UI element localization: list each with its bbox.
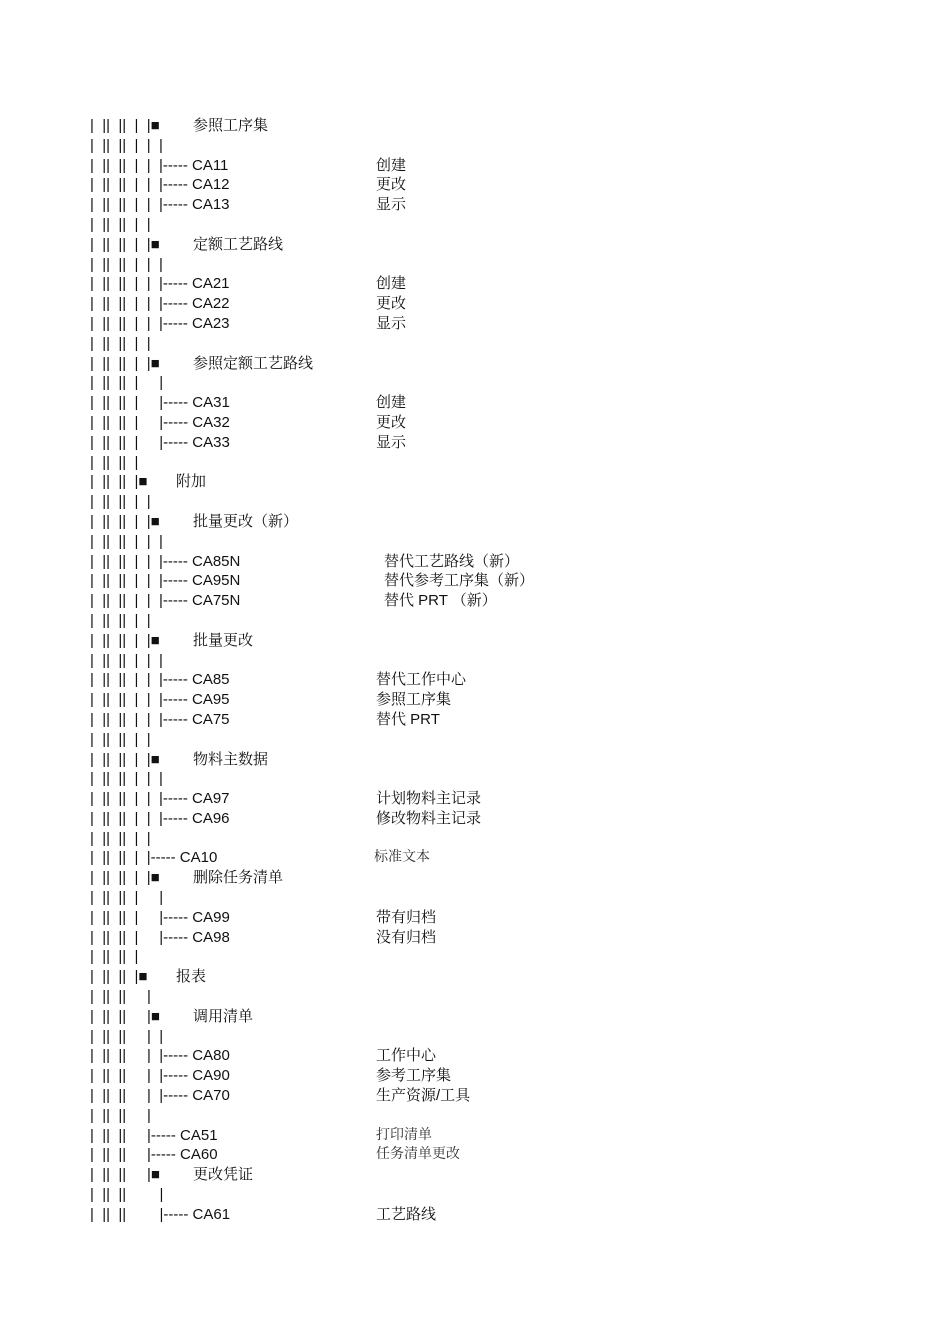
- tree-connector-row: [90, 453, 930, 473]
- tree-connector-row: [90, 492, 930, 512]
- tree-branch-text: | || || | | |----- CA75: [90, 710, 230, 728]
- tree-connector-row: [90, 136, 930, 156]
- transaction-description: 带有归档: [376, 908, 437, 926]
- tree-node: [90, 1165, 930, 1185]
- tree-branch-text: | || || | |: [90, 334, 151, 352]
- transaction-description: 生产资源/工具: [376, 1087, 471, 1105]
- tree-branch-text: | || || | | |----- CA12: [90, 176, 230, 194]
- tree-connector-row: [90, 532, 930, 552]
- node-label: 附加: [176, 473, 207, 491]
- tree-connector-row: [90, 611, 930, 631]
- tree-branch-text: | || || |----- CA60: [90, 1146, 218, 1164]
- transaction-description: 创建: [376, 275, 407, 293]
- transaction-description: 打印清单: [376, 1126, 432, 1143]
- tree-connector-row: [90, 769, 930, 789]
- transaction-description: 更改: [376, 176, 407, 194]
- tree-branch-text: | || || | | |----- CA21: [90, 275, 230, 293]
- tree-connector-row: [90, 829, 930, 849]
- tree-leaf: [90, 314, 930, 334]
- transaction-description: 计划物料主记录: [376, 790, 482, 808]
- transaction-description: 替代参考工序集（新）: [384, 572, 535, 590]
- tree-branch-text: | || || | | |: [90, 770, 163, 788]
- tree-leaf: [90, 433, 930, 453]
- tree-branch-text: | || || | |: [90, 493, 151, 511]
- tree-node: [90, 967, 930, 987]
- tree-branch-text: | || || | | |----- CA23: [90, 314, 230, 332]
- node-label: 删除任务清单: [193, 869, 284, 887]
- tree-leaf: [90, 156, 930, 176]
- tree-branch-text: | || || | |: [90, 611, 151, 629]
- tree-branch-text: | || || | | |----- CA11: [90, 156, 229, 174]
- tree-connector-row: [90, 651, 930, 671]
- tree-leaf: [90, 1145, 930, 1165]
- tree-branch-text: | || || |: [90, 1106, 151, 1124]
- tree-branch-text: | || || |■: [90, 968, 148, 986]
- tree-branch-text: | || || | |: [90, 374, 164, 392]
- transaction-description: 参考工序集: [376, 1067, 452, 1085]
- tree-branch-text: | || || | |----- CA33: [90, 433, 230, 451]
- tree-node: [90, 868, 930, 888]
- tree-node: [90, 116, 930, 136]
- tree-branch-text: | || || | |: [90, 889, 164, 907]
- tree-leaf: [90, 690, 930, 710]
- transaction-description: 更改: [376, 295, 407, 313]
- transaction-description: 创建: [376, 394, 407, 412]
- node-label: 定额工艺路线: [193, 235, 284, 253]
- tree-connector-row: [90, 947, 930, 967]
- node-label: 物料主数据: [193, 750, 269, 768]
- tree-branch-text: | || || |: [90, 948, 139, 966]
- tree-leaf: [90, 710, 930, 730]
- tree-branch-text: | || || | | |----- CA22: [90, 295, 230, 313]
- tree-branch-text: | || || | |■: [90, 354, 160, 372]
- tree-connector-row: [90, 255, 930, 275]
- tree-branch-text: | || || | | |----- CA96: [90, 809, 230, 827]
- tree-branch-text: | || || | |■: [90, 235, 160, 253]
- tree-branch-text: | || || | | |----- CA85: [90, 671, 230, 689]
- tree-node: [90, 235, 930, 255]
- node-label: 调用清单: [193, 1007, 254, 1025]
- tree-leaf: [90, 195, 930, 215]
- tree-branch-text: | || || | |: [90, 1027, 164, 1045]
- tree-branch-text: | || || | |----- CA31: [90, 394, 230, 412]
- node-label: 参照定额工艺路线: [193, 354, 314, 372]
- tree-branch-text: | || || |■: [90, 1007, 160, 1025]
- tree-connector-row: [90, 215, 930, 235]
- transaction-description: 显示: [376, 196, 407, 214]
- tree-branch-text: | || || | |----- CA70: [90, 1087, 230, 1105]
- tree-leaf: [90, 413, 930, 433]
- transaction-description: 工艺路线: [376, 1205, 437, 1223]
- tree-leaf: [90, 1205, 930, 1225]
- tree-leaf: [90, 393, 930, 413]
- menu-tree: [90, 116, 930, 1225]
- transaction-description: 替代 PRT: [376, 710, 440, 728]
- tree-branch-text: | || || |■: [90, 1166, 160, 1184]
- tree-branch-text: | || || | | |----- CA95N: [90, 572, 241, 590]
- tree-branch-text: | || || |: [90, 988, 151, 1006]
- tree-leaf: [90, 809, 930, 829]
- node-label: 参照工序集: [193, 117, 269, 134]
- tree-connector-row: [90, 373, 930, 393]
- transaction-description: 修改物料主记录: [376, 809, 482, 827]
- tree-leaf: [90, 848, 930, 868]
- tree-branch-text: | || || | |----- CA32: [90, 413, 230, 431]
- node-label: 批量更改（新）: [193, 512, 299, 530]
- tree-node: [90, 750, 930, 770]
- tree-leaf: [90, 789, 930, 809]
- tree-node: [90, 1007, 930, 1027]
- tree-leaf: [90, 1066, 930, 1086]
- tree-leaf: [90, 908, 930, 928]
- transaction-description: 替代工艺路线（新）: [384, 552, 520, 570]
- transaction-description: 参照工序集: [376, 691, 452, 709]
- tree-connector-row: [90, 334, 930, 354]
- transaction-description: 替代工作中心: [376, 671, 467, 689]
- tree-branch-text: | || || | | |: [90, 651, 163, 669]
- tree-node: [90, 512, 930, 532]
- tree-node: [90, 472, 930, 492]
- tree-branch-text: | || || |----- CA51: [90, 1126, 218, 1144]
- transaction-description: 替代 PRT （新）: [384, 592, 497, 610]
- tree-branch-text: | || || | |----- CA98: [90, 928, 230, 946]
- tree-leaf: [90, 274, 930, 294]
- transaction-description: 显示: [376, 314, 407, 332]
- tree-branch-text: | || || | | |: [90, 255, 163, 273]
- tree-branch-text: | || || | | |----- CA13: [90, 196, 230, 214]
- tree-leaf: [90, 571, 930, 591]
- node-label: 更改凭证: [193, 1166, 254, 1184]
- tree-branch-text: | || || | |■: [90, 512, 160, 530]
- tree-branch-text: | || || | |■: [90, 750, 160, 768]
- tree-branch-text: | || || | | |----- CA85N: [90, 552, 241, 570]
- tree-branch-text: | || || | |----- CA80: [90, 1047, 230, 1065]
- node-label: 报表: [176, 968, 207, 986]
- tree-branch-text: | || || | | |----- CA95: [90, 691, 230, 709]
- tree-branch-text: | || || |: [90, 1186, 164, 1204]
- tree-branch-text: | || || | | |----- CA75N: [90, 592, 241, 610]
- transaction-description: 更改: [376, 413, 407, 431]
- tree-leaf: [90, 294, 930, 314]
- tree-branch-text: | || || | |: [90, 215, 151, 233]
- tree-branch-text: | || || | |■: [90, 631, 160, 649]
- tree-branch-text: | || || |: [90, 453, 139, 471]
- transaction-description: 创建: [376, 156, 407, 174]
- tree-branch-text: | || || | |: [90, 730, 151, 748]
- tree-branch-text: | || || | | |: [90, 136, 163, 154]
- tree-branch-text: | || || | |: [90, 829, 151, 847]
- tree-branch-text: | || || | |■: [90, 117, 160, 134]
- tree-node: [90, 354, 930, 374]
- tree-node: [90, 631, 930, 651]
- tree-branch-text: | || || | | |: [90, 532, 163, 550]
- transaction-description: 任务清单更改: [376, 1146, 460, 1163]
- tree-branch-text: | || || |----- CA61: [90, 1205, 231, 1223]
- tree-leaf: [90, 928, 930, 948]
- tree-connector-row: [90, 1185, 930, 1205]
- tree-connector-row: [90, 730, 930, 750]
- tree-branch-text: | || || | |■: [90, 869, 160, 887]
- tree-connector-row: [90, 888, 930, 908]
- transaction-description: 没有归档: [376, 928, 437, 946]
- tree-connector-row: [90, 987, 930, 1007]
- transaction-description: 工作中心: [376, 1047, 437, 1065]
- transaction-description: 标准文本: [374, 849, 430, 866]
- tree-leaf: [90, 591, 930, 611]
- tree-leaf: [90, 1046, 930, 1066]
- tree-leaf: [90, 670, 930, 690]
- tree-branch-text: | || || |■: [90, 473, 148, 491]
- node-label: 批量更改: [193, 631, 254, 649]
- transaction-description: 显示: [376, 433, 407, 451]
- tree-branch-text: | || || | |----- CA90: [90, 1067, 230, 1085]
- tree-leaf: [90, 552, 930, 572]
- tree-leaf: [90, 1086, 930, 1106]
- tree-branch-text: | || || | | |----- CA97: [90, 790, 230, 808]
- tree-branch-text: | || || | |----- CA99: [90, 908, 230, 926]
- tree-connector-row: [90, 1106, 930, 1126]
- tree-leaf: [90, 1126, 930, 1146]
- tree-leaf: [90, 175, 930, 195]
- tree-branch-text: | || || | |----- CA10: [90, 849, 218, 867]
- tree-connector-row: [90, 1027, 930, 1047]
